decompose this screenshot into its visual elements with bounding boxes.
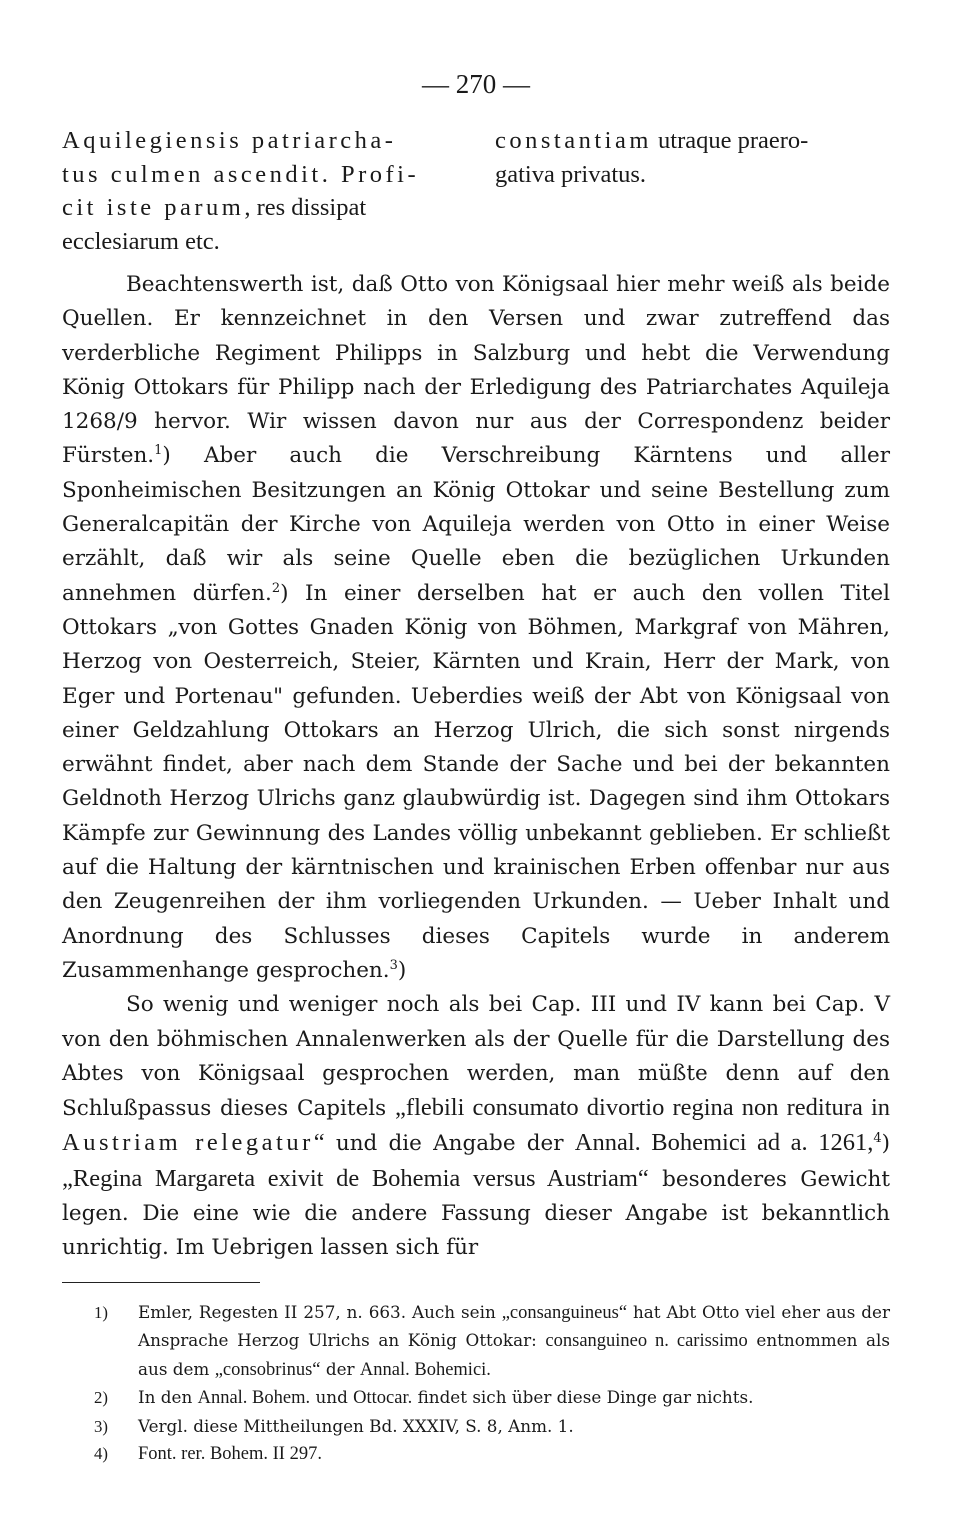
latin-citation: Font. rer. Bohem. II 297. — [138, 1444, 322, 1465]
paragraph — [62, 988, 890, 1265]
quote-spaced-text: constantiam — [495, 127, 652, 154]
footnote-number: 4) — [94, 1444, 108, 1464]
footnote-ref: 2 — [271, 580, 281, 596]
document-page — [62, 62, 890, 1469]
body-text-run: Beachtenswerth ist, daß Otto von Königsaal hier mehr weiß als beide Quellen. Er kennzeichnet in den Versen und zwar zutreffend das verderbliche Regiment Philipps in Salzburg und hebt die Verwendung König Ottokars für Philipp nach der Erledigung des Patriarchates Aquileja 1268/9 hervor. Wir wissen davon nur aus der Correspondenz beider Fürsten. — [62, 272, 890, 469]
page-number: — 270 — — [422, 69, 530, 99]
quote-spaced-text: tus culmen ascendit. Profi- — [62, 160, 420, 188]
footnote-text: Vergl. diese Mittheilungen Bd. XXXIV, S. 8, Anm. 1. — [138, 1415, 574, 1436]
footnote — [62, 1413, 890, 1441]
latin-citation: Annal. Bohem. — [197, 1388, 311, 1409]
footnote-ref: 1 — [154, 443, 163, 459]
body-text-run: ) — [397, 957, 407, 983]
body-text-run: und die Angabe der — [324, 1131, 575, 1157]
footnote-text: Emler, Regesten II 257, n. 663. Auch sein — [138, 1301, 502, 1322]
footnote-text: hat Abt Otto viel eher aus der Ansprache Herzog Ulrichs an König Ottokar: — [138, 1301, 890, 1351]
footnote-ref: 4 — [873, 1131, 882, 1147]
body-text — [62, 268, 890, 1266]
quote-left-column — [62, 124, 462, 258]
footnote-divider — [62, 1282, 260, 1283]
footnote-text: der — [320, 1358, 360, 1379]
latin-citation: „Regina Margareta exivit de Bohemia versus Austriam“ — [62, 1164, 649, 1192]
quote-text: gativa privatus. — [495, 160, 647, 188]
footnote-text: und — [310, 1387, 354, 1408]
latin-quote-block — [62, 124, 890, 258]
quote-spaced-text: Aquilegiensis patriarcha- — [62, 127, 397, 154]
footnote-number: 3) — [94, 1416, 108, 1436]
footnote — [62, 1440, 890, 1469]
latin-citation-spaced: Austriam relegatur — [62, 1129, 314, 1157]
footnote-text: entnommen als aus dem — [138, 1330, 891, 1379]
footnote-text: In den — [138, 1387, 198, 1408]
quote-spaced-text: cit iste parum — [62, 194, 245, 221]
latin-citation: “ — [313, 1129, 325, 1157]
latin-citation: „consanguineus“ — [501, 1302, 628, 1323]
footnote — [62, 1299, 890, 1385]
body-text-run: ) — [881, 1131, 890, 1157]
footnotes — [62, 1299, 890, 1469]
latin-citation: Annal. Bohemici. — [359, 1359, 491, 1380]
quote-text: , res dissipat — [244, 194, 367, 221]
latin-citation: Ottocar. — [353, 1388, 413, 1409]
body-text-run: ) In einer derselben hat er auch den vollen Titel Ottokars „von Gottes Gnaden König von Böhmen, Markgraf von Mähren, Herzog von Oesterreich, Steier, Kärnten und Krain, Herr der Mark, von Eger und Portenau" gefunden. Ueberdies weiß der Abt von Königsaal von einer Geldzahlung Ottokars an Herzog Ulrich, die sich sonst nirgends erwähnt findet, aber nach dem Stande der Sache und bei der bekannten Geldnoth Herzog Ulrichs ganz glaubwürdig ist. Dagegen sind ihm Ottokars Kämpfe zur Gewinnung des Landes völlig unbekannt geblieben. Er schließt auf die Haltung der kärntnischen und krainischen Erben offenbar nur aus den Zeugenreihen der ihm vorliegenden Urkunden. — Ueber Inhalt und Anordnung des Schlusses dieses Capitels wurde in anderem Zusammenhange gesprochen. — [62, 580, 891, 983]
body-text-run: So wenig und weniger noch als bei Cap. III und IV kann bei Cap. V von den böhmischen Annalenwerken als der Quelle für die Darstellung des Abtes von Königsaal gesprochen werden, man müßte denn auf den Schlußpassus dieses Capitels — [62, 992, 890, 1122]
footnote-number: 2) — [94, 1388, 108, 1408]
footnote-ref: 3 — [389, 957, 398, 973]
quote-right-column — [495, 124, 890, 258]
latin-citation: „consobrinus“ — [214, 1359, 321, 1380]
quote-text: ecclesiarum etc. — [62, 227, 220, 255]
latin-citation: „flebili consumato divortio regina non reditura in — [395, 1094, 890, 1122]
footnote — [62, 1384, 890, 1413]
paragraph — [62, 268, 890, 988]
latin-citation: Annal. Bohemici ad a. 1261, — [574, 1129, 874, 1157]
footnote-number: 1) — [94, 1302, 108, 1322]
quote-text: utraque praero- — [651, 127, 809, 154]
body-text-run: ) Aber auch die Verschreibung Kärntens und aller Sponheimischen Besitzungen an König Ottokar und seine Bestellung zum Generalcapitän der Kirche von Aquileja werden von Otto in einer Weise erzählt, daß wir als seine Quelle eben die bezüglichen Urkunden annehmen dürfen. — [62, 443, 890, 606]
footnote-text: findet sich über diese Dinge gar nichts. — [412, 1387, 754, 1408]
latin-citation: consanguineo n. carissimo — [545, 1331, 748, 1352]
body-text-run: besonderes Gewicht legen. Die eine wie die andere Fassung dieser Angabe ist bekanntlich unrichtig. Im Uebrigen lassen sich für — [62, 1166, 890, 1261]
